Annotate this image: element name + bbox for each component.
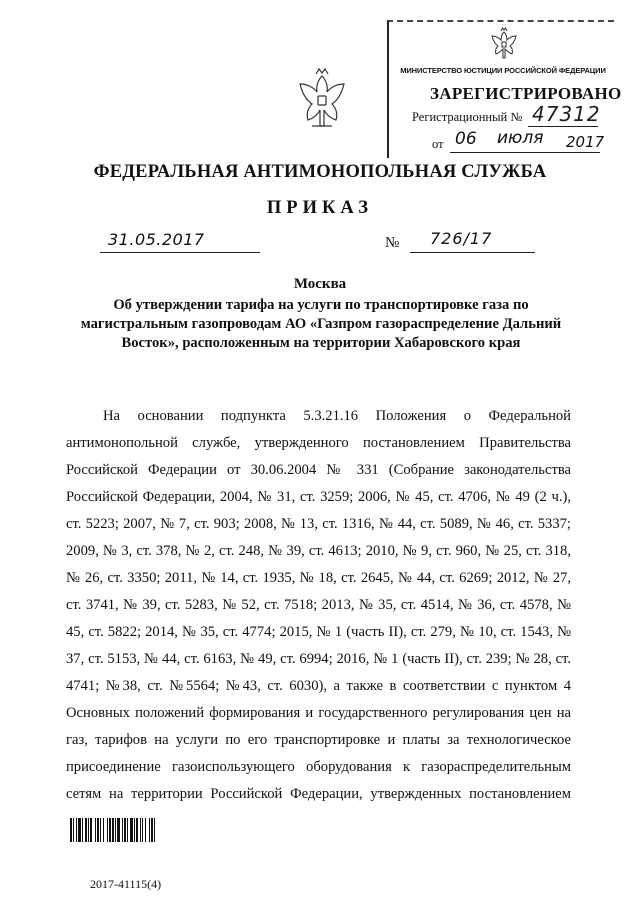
body-line: присоединение газоиспользующего оборудования к газораспределительным [66,759,571,775]
organization-title: ФЕДЕРАЛЬНАЯ АНТИМОНОПОЛЬНАЯ СЛУЖБА [93,162,547,182]
stamp-reg-number: 47312 [532,102,601,126]
order-number: 726/17 [430,229,493,248]
body-line: 37, ст. 5153, № 44, ст. 6163, № 49, ст. 6994; 2016, № 1 (часть II), ст. 239; № 28, ст. [66,651,571,667]
stamp-date-month: июля [497,128,544,148]
body-line: Российской Федерации от 30.06.2004 № 331 (Собрание законодательства [66,462,571,478]
stamp-date-underline [450,152,600,153]
body-line: 45, ст. 5822; 2014, № 35, ст. 4774; 2015, № 1 (часть II), ст. 279, № 10, ст. 1543, № [66,624,571,640]
body-line: Основных положений формирования и государственного регулирования цен на [66,705,571,721]
order-number-label: № [385,235,400,251]
body-paragraph [66,403,571,808]
order-date-underline [100,252,260,253]
body-line: Российской Федерации, 2004, № 31, ст. 3259; 2006, № 45, ст. 4706, № 49 (2 ч.), [66,489,571,505]
body-line: 4741; №38, ст. №5564; №43, ст. 6030), а также в соответствии с пунктом 4 [66,678,571,694]
body-line: 2009, № 3, ст. 378, № 2, ст. 248, № 39, ст. 4613; 2010, № 9, ст. 960, № 25, ст. 318, [66,543,571,559]
body-line: На основании подпункта 5.3.21.16 Положения о Федеральной [103,408,571,424]
stamp-date-prefix: от [432,137,444,151]
body-line: газ, тарифов на услуги по его транспортировке и платы за технологическое [66,732,571,748]
body-line: антимонопольной службе, утвержденного постановлением Правительства [66,435,571,451]
document-type: ПРИКАЗ [266,198,374,218]
stamp-reg-underline [528,126,598,127]
stamp-ministry-name: МИНИСТЕРСТВО ЮСТИЦИИ РОССИЙСКОЙ ФЕДЕРАЦИИ [400,66,606,75]
stamp-status: ЗАРЕГИСТРИРОВАНО [430,84,622,103]
body-line: ст. 5223; 2007, № 7, ст. 903; 2008, № 13, ст. 1316, № 44, ст. 5089, № 46, ст. 5337; [66,516,571,532]
order-date: 31.05.2017 [108,230,205,249]
stamp-reg-label: Регистрационный № [412,110,523,124]
order-number-underline [410,252,535,253]
barcode-icon [70,818,192,842]
body-line: сетям на территории Российской Федерации, утвержденных постановлением [66,786,571,802]
city: Москва [293,276,347,292]
document-code: 2017-41115(4) [90,877,162,891]
body-line: ст. 3741, № 39, ст. 5283, № 52, ст. 7518; 2013, № 35, ст. 4514, № 36, ст. 4578, № [66,597,571,613]
stamp-coat-of-arms-icon [488,26,520,64]
coat-of-arms-icon [292,66,352,136]
stamp-date-year: 2017 [566,133,605,151]
stamp-date-day: 06 [455,129,477,149]
order-title: Об утверждении тарифа на услуги по транспортировке газа по магистральным газопроводам АО «Газпром газораспределение Дальний Восток», расположенным на территории Хабаровского края [80,297,562,351]
body-line: № 26, ст. 3350; 2011, № 14, ст. 1935, № 18, ст. 2645, № 44, ст. 6269; 2012, № 27, [66,570,571,586]
